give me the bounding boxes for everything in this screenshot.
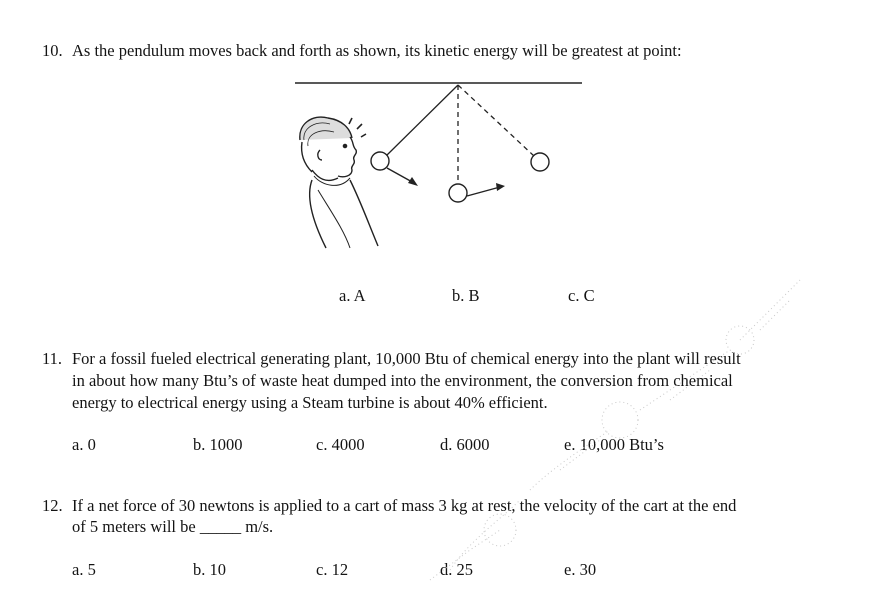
pendulum-bob-b [449, 184, 467, 202]
pendulum-string-a [386, 85, 458, 156]
question-12-option-d[interactable]: d. 25 [440, 560, 473, 579]
question-12-option-e[interactable]: e. 30 [564, 560, 597, 579]
question-11-number: 11. [42, 349, 63, 368]
question-11-option-c[interactable]: c. 4000 [316, 435, 365, 454]
question-11-text-line-1: For a fossil fueled electrical generating plant, 10,000 Btu of chemical energy into the plant will result [72, 349, 741, 368]
question-12-number: 12. [42, 496, 63, 515]
question-10-option-c[interactable]: c. C [568, 286, 595, 305]
question-11-option-a[interactable]: a. 0 [72, 435, 96, 454]
question-11-option-e[interactable]: e. 10,000 Btu’s [564, 435, 664, 454]
question-11-option-d[interactable]: d. 6000 [440, 435, 490, 454]
question-10-text: As the pendulum moves back and forth as shown, its kinetic energy will be greatest at point: [72, 41, 682, 60]
question-10-number: 10. [42, 41, 63, 60]
arrow-b [467, 187, 500, 196]
question-11-text-line-2: in about how many Btu’s of waste heat dumped into the environment, the conversion from chemical [72, 371, 733, 390]
question-11-option-b[interactable]: b. 1000 [193, 435, 243, 454]
pendulum-bob-a [371, 152, 389, 170]
question-10-option-a[interactable]: a. A [339, 286, 366, 305]
question-12-option-b[interactable]: b. 10 [193, 560, 226, 579]
question-12-text-line-2: of 5 meters will be _____ m/s. [72, 517, 274, 536]
pendulum-string-c [458, 85, 534, 156]
pendulum-bob-c [531, 153, 549, 171]
question-12-option-c[interactable]: c. 12 [316, 560, 349, 579]
question-12-option-a[interactable]: a. 5 [72, 560, 96, 579]
question-10-option-b[interactable]: b. B [452, 286, 480, 305]
question-11-text-line-3: energy to electrical energy using a Steam turbine is about 40% efficient. [72, 393, 548, 412]
question-12-text-line-1: If a net force of 30 newtons is applied to a cart of mass 3 kg at rest, the velocity of the cart at the end [72, 496, 737, 515]
person-illustration [300, 117, 378, 248]
